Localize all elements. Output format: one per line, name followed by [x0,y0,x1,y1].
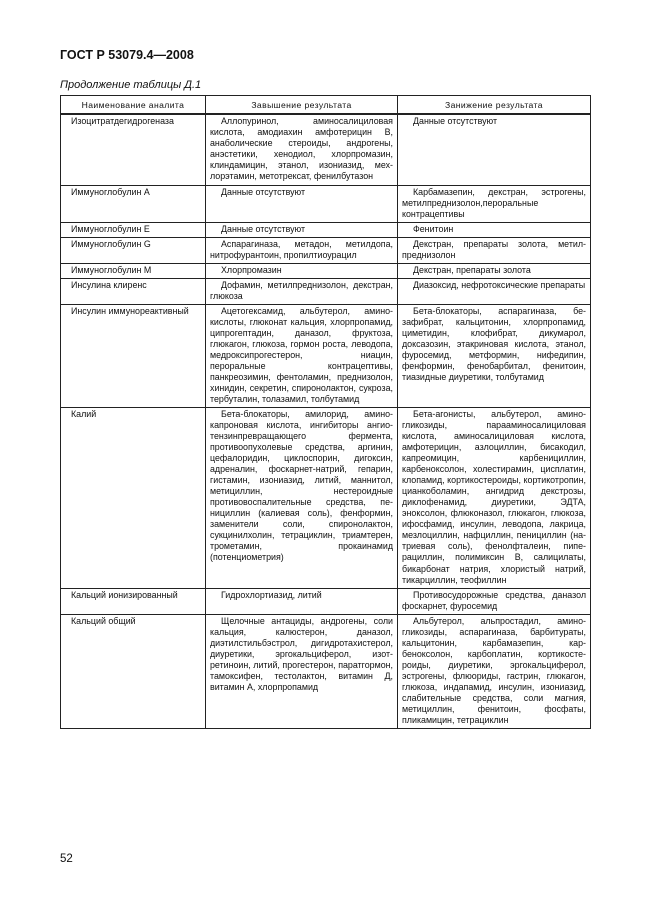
analyte-table [60,95,591,729]
column-header-decrease: Занижение результата [398,96,591,115]
increase-cell [206,263,398,278]
decrease-text: Противосудорожные средства, даназол фоскарнет, фуросемид [402,589,586,611]
analyte-name: Кальций общий [61,614,206,728]
analyte-name: Инсулина клиренс [61,278,206,304]
increase-text: Гидрохлортиазид, литий [221,589,322,600]
decrease-text: Карбамазепин, декстран, эстрогены, метилпреднизолон,пероральные контрацептивы [402,186,586,219]
analyte-name: Иммуноглобулин Е [61,222,206,237]
decrease-text: Диазоксид, нефротоксические препараты [413,279,586,290]
increase-cell [206,114,398,185]
table-row [61,588,591,614]
increase-cell [206,614,398,728]
column-header-analyte: Наименование аналита [61,96,206,115]
analyte-name: Иммуноглобулин М [61,263,206,278]
increase-text: Хлорпромазин [221,264,282,275]
decrease-text: Декстран, препараты золота, метилпреднизолон [402,238,586,260]
table-row [61,222,591,237]
increase-text: Бета-блокаторы, амилорид, аминокапроновая кислота, ингибиторы ангиотензинпревращающего фермента, противоопухолевые средства, аргинин, цефалоридин, циклоспорин, дигоксин, адреналин, фоскарнет-натрий, гепарин, гистамин, изониазид, литий, маннитол, метициллин, нестероидные противовоспалительные средства, пенициллин (калиевая соль), фенформин, заменители соли, спиронолактон, сукцинилхолин, тетрациклин, триамтерен, трометамин, прокаинамид (потенциометрия) [210,409,393,563]
increase-text: Аллопуринол, аминосалициловая кислота, амодиахин амфотерицин В, анаболические стероиды, андрогены, анэстетики, хенодиол, хлорпромазин, клиндамицин, этанол, изониазид, мехлорэтамин, метотрексат, фенилбутазон [210,116,393,182]
analyte-name: Иммуноглобулин G [61,237,206,263]
increase-cell [206,237,398,263]
table-row [61,304,591,407]
decrease-text: Декстран, препараты золота [413,264,531,275]
increase-cell [206,588,398,614]
decrease-cell [398,114,591,185]
page-number: 52 [60,853,73,865]
decrease-cell [398,237,591,263]
decrease-text: Альбутерол, альпростадил, аминогликозиды, аспарагиназа, барбитураты, кальцитонин, карбамазепин, карбеноксолон, карбоплатин, кортикостероиды, диуретики, эргокальциферол, эстрогены, флюориды, гастрин, глюкагон, глюкоза, индапамид, инсулин, изониазид, слабительные средства, соли магния, метициллин, фенитоин, фосфаты, пликамицин, тетрациклин [402,615,586,725]
increase-text: Ацетогексамид, альбутерол, аминокислоты, глюконат кальция, хлорпропамид, ципрогептадин, даназол, фруктоза, глюкагон, глюкоза, гормон роста, леводопа, медроксипрогестерон, ниацин, пероральные контрацептивы, панкреозимин, фентоламин, преднизолон, хинидин, секретин, спиронолактон, сукроза, тербуталин, толазамил, толбутамид [210,305,393,405]
increase-cell [206,304,398,407]
decrease-cell [398,588,591,614]
decrease-cell [398,185,591,222]
decrease-cell [398,408,591,589]
increase-text: Дофамин, метилпреднизолон, декстран, глюкоза [210,279,393,301]
increase-text: Щелочные антациды, андрогены, соли кальция, калюстерон, даназол, диэтилстильбэстрол, дигидротахистерол, диуретики, эргокальциферол, изотретиноин, литий, прогестерон, паратгормон, тамоксифен, тестолактон, витамин Д, витамин А, хлорпропамид [210,615,393,692]
decrease-text: Фенитоин [413,223,454,234]
increase-text: Данные отсутствуют [221,223,306,234]
table-header-row [61,96,591,115]
table-caption: Продолжение таблицы Д.1 [60,79,202,91]
decrease-text: Бета-блокаторы, аспарагиназа, безафибрат, кальцитонин, хлорпропамид, циметидин, клофибрат, дикумарол, доксазозин, этакриновая кислота, этанол, фуросемид, метформин, нифедипин, фенформин, фенобарбитал, фенитоин, тиазидные диуретики, толбутамид [402,305,586,382]
table-row [61,114,591,185]
table-row [61,408,591,589]
decrease-cell [398,222,591,237]
table-row [61,278,591,304]
analyte-name: Кальций ионизированный [61,588,206,614]
table-row [61,263,591,278]
table-row [61,237,591,263]
increase-text: Аспарагиназа, метадон, метилдопа, нитрофурантоин, пропилтиоурацил [210,238,393,260]
decrease-text: Данные отсутствуют [413,116,498,127]
document-header: ГОСТ Р 53079.4—2008 [60,48,194,62]
increase-cell [206,185,398,222]
increase-cell [206,278,398,304]
analyte-name: Иммуноглобулин А [61,185,206,222]
table-row [61,614,591,728]
analyte-name: Изоцитратдегидрогеназа [61,114,206,185]
decrease-cell [398,278,591,304]
decrease-text: Бета-агонисты, альбутерол, аминогликозиды, парааминосалициловая кислота, аминосалициловая кислота, амфотерицин, азлоциллин, бисакодил, капреомицин, карбенициллин, карбеноксолон, холестирамин, цисплатин, клопамид, кортикостероиды, кортикотропин, цианкоболамин, ангидрид декстрозы, диклофенамид, диуретики, ЭДТА, эноксолон, флюконазол, глюкагон, глюкоза, ифосфамид, инсулин, леводопа, лакрица, мезлоциллин, нафциллин, пенициллин (натриевая соль), фенолфталеин, пиперациллин, полимиксин В, салицилаты, бикарбонат натрия, хлористый натрий, тикарциллин, теофиллин [402,409,586,585]
increase-cell [206,408,398,589]
analyte-name: Инсулин иммунореактивный [61,304,206,407]
decrease-cell [398,304,591,407]
analyte-name: Калий [61,408,206,589]
decrease-cell [398,263,591,278]
increase-cell [206,222,398,237]
increase-text: Данные отсутствуют [221,186,306,197]
decrease-cell [398,614,591,728]
table-row [61,185,591,222]
column-header-increase: Завышение результата [206,96,398,115]
